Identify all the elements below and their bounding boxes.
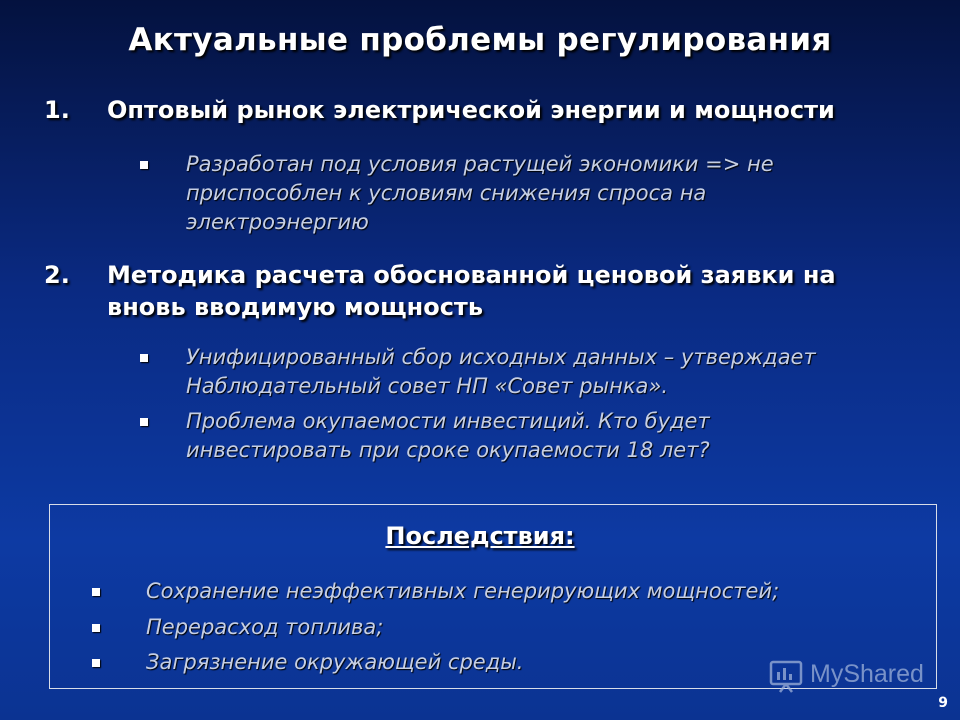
section-2-title-line-1: Методика расчета обоснованной ценовой заявки на [107, 261, 836, 289]
watermark-text: MyShared [810, 660, 924, 688]
myshared-watermark [768, 656, 948, 696]
section-1-heading [44, 94, 944, 126]
consequence-item-1 [92, 577, 912, 607]
consequence-text: Перерасход топлива; [146, 615, 384, 639]
section-1-bullet-1 [140, 150, 900, 240]
consequences-title: Последствия: [385, 522, 575, 550]
bullet-square-icon [140, 418, 148, 426]
bullet-line: инвестировать при сроке окупаемости 18 лет? [186, 438, 710, 462]
section-1-title: Оптовый рынок электрической энергии и мощности [107, 96, 835, 124]
section-2-number: 2. [44, 261, 70, 289]
section-2-heading [44, 259, 944, 323]
bullet-square-icon [140, 161, 148, 169]
slide-title: Актуальные проблемы регулирования [128, 22, 832, 58]
bullet-square-icon [92, 588, 100, 596]
consequence-text: Сохранение неэффективных генерирующих мощностей; [146, 579, 780, 603]
bullet-line: Наблюдательный совет НП «Совет рынка». [186, 374, 669, 398]
consequence-text: Загрязнение окружающей среды. [146, 650, 524, 674]
page-number: 9 [938, 695, 948, 711]
bullet-square-icon [92, 624, 100, 632]
bullet-line: приспособлен к условиям снижения спроса на [186, 181, 707, 205]
section-2-bullet-1 [140, 343, 920, 401]
section-1-number: 1. [44, 96, 70, 124]
bullet-square-icon [140, 354, 148, 362]
bullet-line: Разработан под условия растущей экономики => не [186, 152, 774, 176]
bullet-line: Проблема окупаемости инвестиций. Кто будет [186, 409, 710, 433]
bullet-line: Унифицированный сбор исходных данных – утверждает [186, 345, 816, 369]
bullet-square-icon [92, 659, 100, 667]
presentation-board-icon [768, 658, 804, 694]
bullet-line: электроэнергию [186, 210, 369, 234]
section-2-bullet-2 [140, 407, 920, 465]
section-2-title-line-2: вновь вводимую мощность [107, 293, 484, 321]
consequence-item-2 [92, 613, 912, 643]
